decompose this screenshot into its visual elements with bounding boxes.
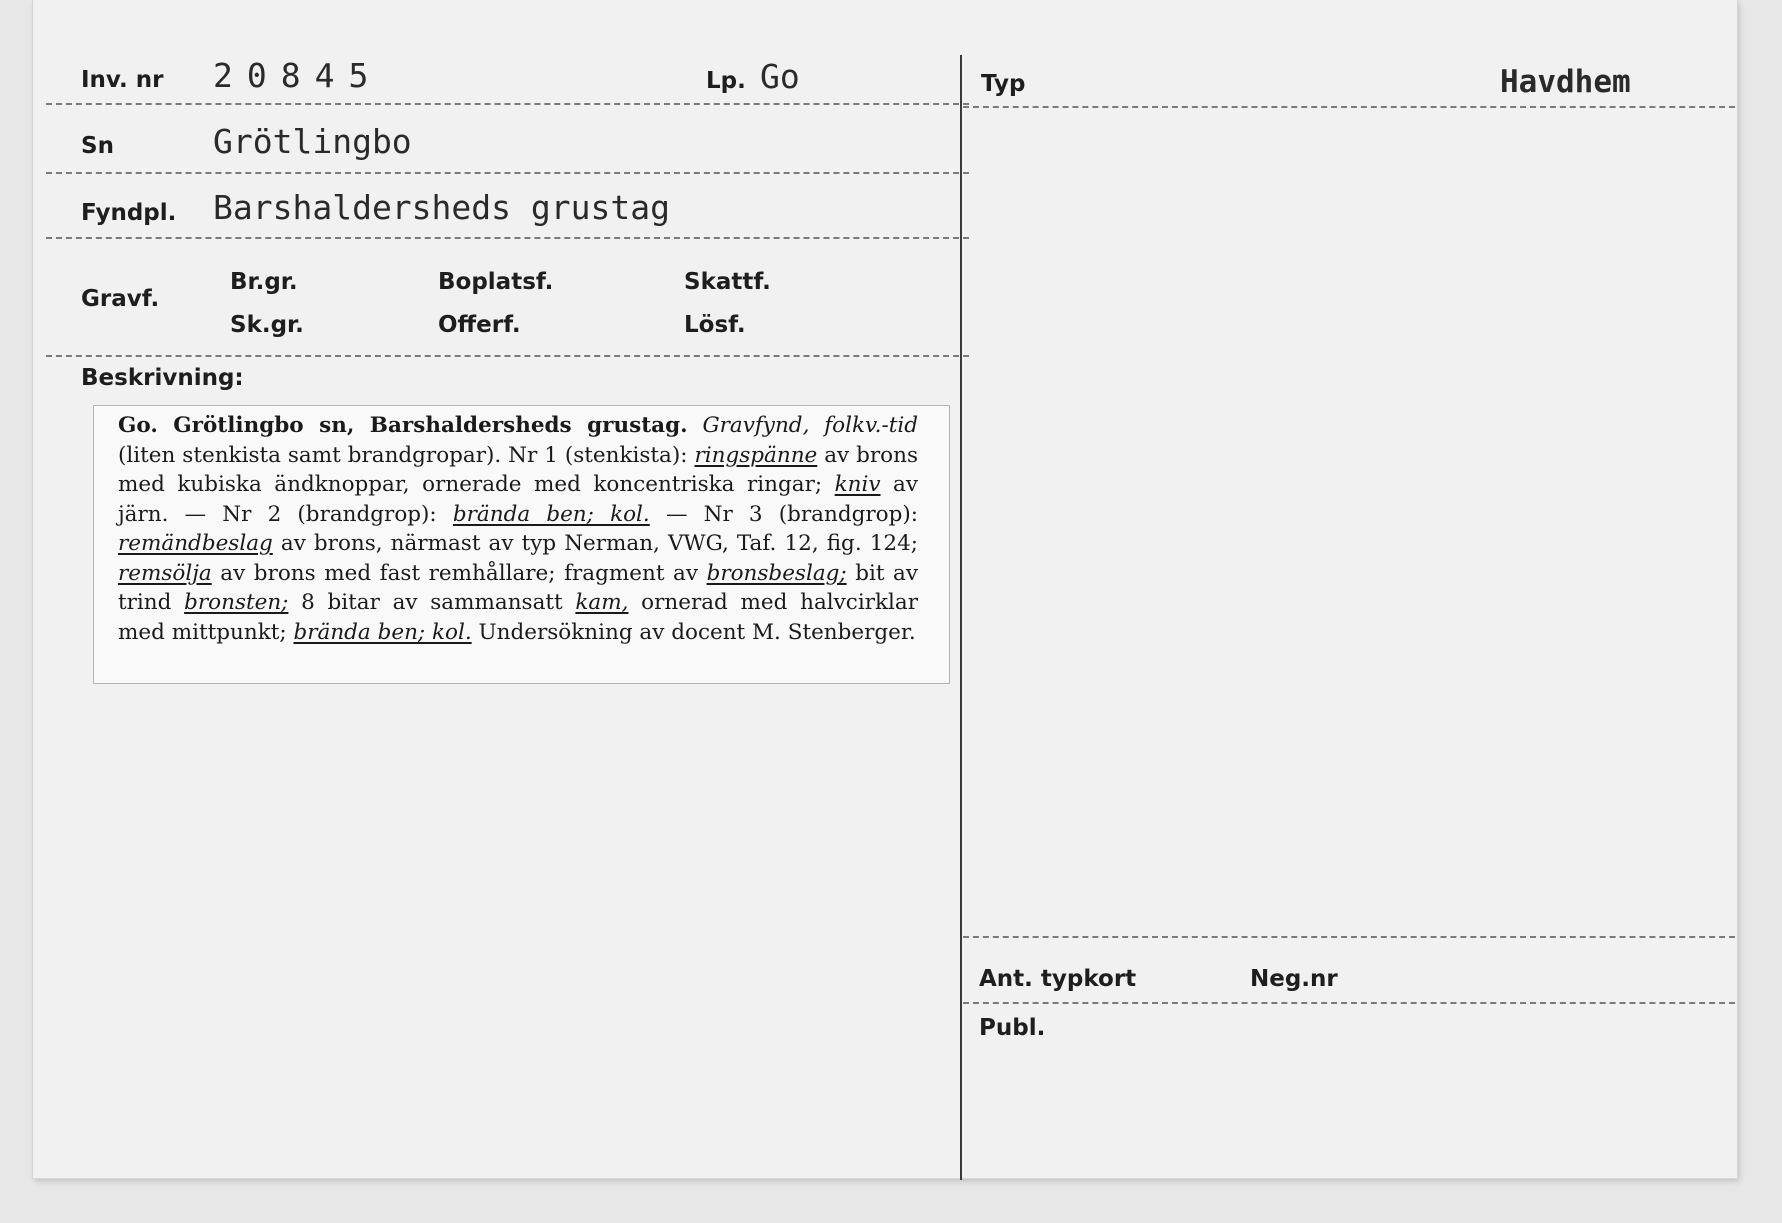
desc-text: av brons med fast remhållare; fragment av — [220, 560, 698, 586]
desc-text: Undersökning av docent M. Stenberger. — [478, 619, 916, 645]
desc-text: 8 bitar av sammansatt — [301, 590, 563, 615]
desc-text: (liten stenkista samt brandgropar). Nr 1 (stenkista): — [118, 442, 688, 468]
fyndpl-label: Fyndpl. — [81, 200, 177, 226]
gravf-label: Gravf. — [81, 286, 160, 312]
inv-nr-value: 20845 — [213, 56, 383, 95]
desc-text: — Nr 3 (brandgrop): — [665, 501, 918, 527]
typ-value: Havdhem — [1500, 64, 1631, 100]
find-bronsbeslag: bronsbeslag; — [706, 560, 847, 586]
find-kniv: kniv — [834, 472, 881, 497]
find-ringspanne: ringspänne — [694, 442, 818, 468]
lp-value: Go — [760, 57, 800, 96]
offerf-label: Offerf. — [438, 312, 521, 338]
find-remsolja: remsölja — [118, 560, 212, 586]
description-text — [118, 411, 918, 647]
divider — [963, 106, 1735, 108]
divider — [963, 936, 1735, 938]
find-branda-ben-2: brända ben; kol. — [293, 619, 472, 645]
desc-text: av järn. — Nr 2 (brandgrop): — [118, 472, 918, 527]
divider — [46, 103, 969, 105]
divider — [46, 172, 969, 174]
desc-text: ornerad med halvcirklar med mittpunkt; — [118, 590, 918, 645]
desc-text: av brons med kubiska ändknoppar, ornerade med koncentriska ringar; — [118, 442, 918, 497]
skattf-label: Skattf. — [684, 269, 771, 295]
sk-gr-label: Sk.gr. — [230, 312, 304, 338]
boplatsf-label: Boplatsf. — [438, 269, 554, 295]
neg-nr-label: Neg.nr — [1250, 966, 1338, 992]
desc-heading: Go. Grötlingbo sn, Barshaldersheds grustag. — [118, 413, 688, 438]
sn-label: Sn — [81, 133, 114, 159]
desc-category: Gravfynd, folkv.-tid — [702, 413, 919, 438]
column-divider — [960, 55, 962, 1180]
losf-label: Lösf. — [684, 312, 746, 338]
inv-nr-label: Inv. nr — [81, 67, 164, 93]
find-branda-ben-1: brända ben; kol. — [452, 501, 650, 527]
divider — [46, 237, 969, 239]
find-bronsten: bronsten; — [184, 590, 289, 615]
typ-label: Typ — [981, 71, 1026, 97]
beskrivning-label: Beskrivning: — [81, 365, 244, 391]
description-slip — [93, 405, 950, 684]
desc-text: av brons, närmast av typ Nerman, VWG, Taf. 12, fig. 124; — [280, 531, 918, 556]
find-kam: kam, — [575, 590, 629, 615]
desc-text: bit av trind — [118, 560, 919, 615]
divider — [963, 1002, 1735, 1004]
find-remandbeslag: remändbeslag — [118, 531, 273, 556]
divider — [46, 355, 969, 357]
ant-typkort-label: Ant. typkort — [979, 966, 1137, 992]
catalog-card — [33, 0, 1737, 1178]
publ-label: Publ. — [979, 1015, 1046, 1041]
fyndpl-value: Barshaldersheds grustag — [213, 188, 670, 227]
br-gr-label: Br.gr. — [230, 269, 298, 295]
lp-label: Lp. — [706, 68, 746, 94]
sn-value: Grötlingbo — [213, 122, 412, 161]
